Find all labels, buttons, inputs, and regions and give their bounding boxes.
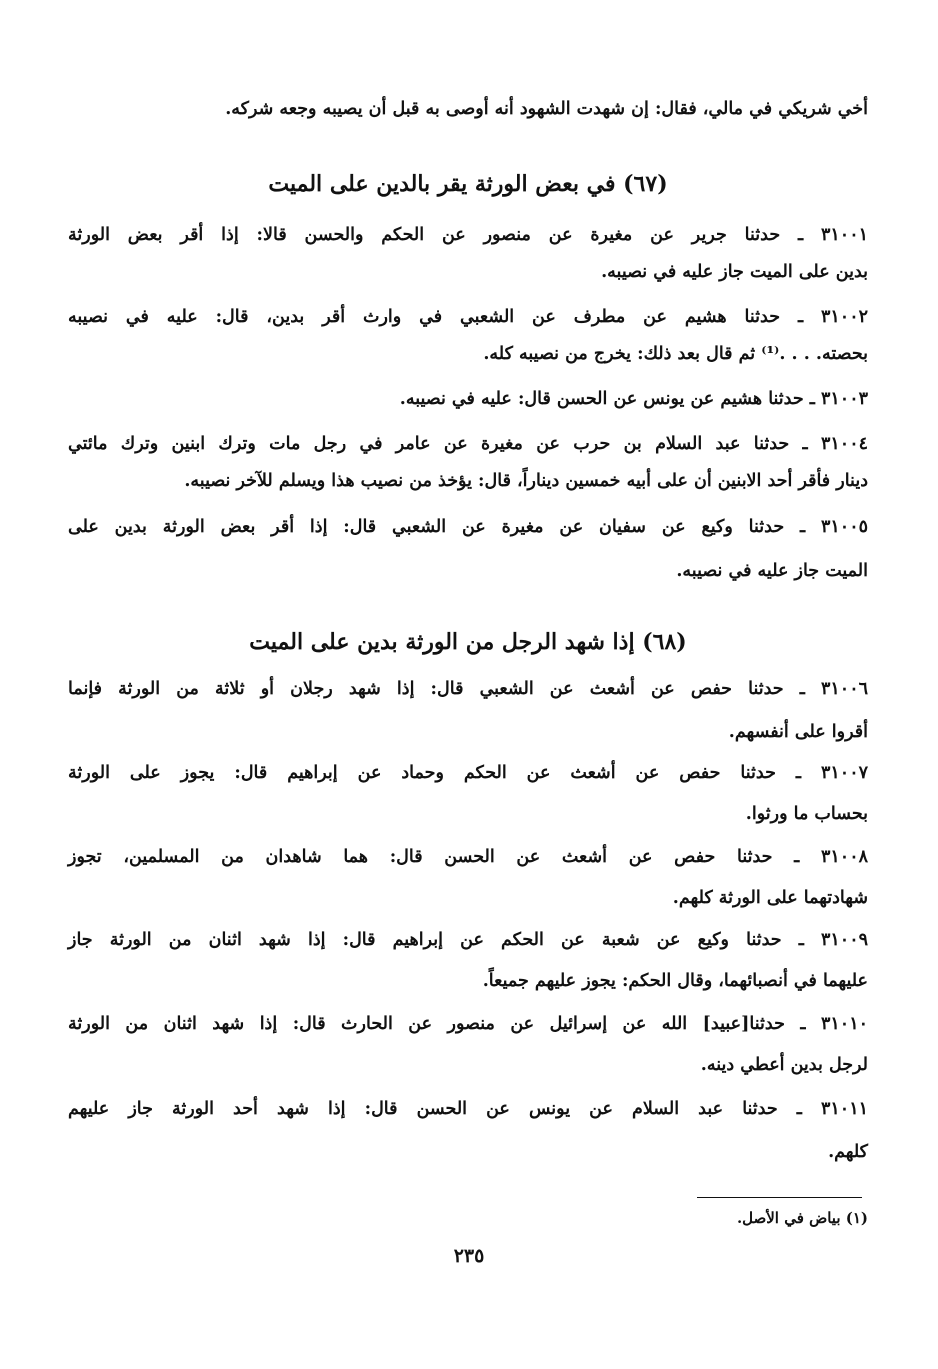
section-67-heading: (٦٧) في بعض الورثة يقر بالدين على الميت: [268, 171, 668, 197]
entry-31010-line-2: لرجل بدين أعطي دينه.: [700, 1055, 868, 1075]
entry-31002-line-2: بحصته. . . .⁽¹⁾ ثم قال بعد ذلك: يخرج من نصيبه كله.: [483, 344, 868, 364]
entry-31004-line-2: دينار فأقر أحد الابنين أن على أبيه خمسين ديناراً، قال: يؤخذ من نصيب هذا ويسلم للآخر نصيبه.: [184, 471, 868, 491]
entry-31005-line-2: الميت جاز عليه في نصيبه.: [676, 561, 868, 581]
entry-31003-line-1: ٣١٠٠٣ ـ حدثنا هشيم عن يونس عن الحسن قال: عليه في نصيبه.: [399, 389, 868, 409]
entry-31006-line-1: ٣١٠٠٦ ـ حدثنا حفص عن أشعث عن الشعبي قال: إذا شهد رجلان أو ثلاثة من الورثة فإنما: [68, 679, 868, 699]
entry-31004-line-1: ٣١٠٠٤ ـ حدثنا عبد السلام بن حرب عن مغيرة عن عامر في رجل مات وترك ابنين وترك مائتي: [68, 434, 868, 454]
entry-31007-line-1: ٣١٠٠٧ ـ حدثنا حفص عن أشعث عن الحكم وحماد عن إبراهيم قال: يجوز على الورثة: [68, 763, 868, 783]
footnote: (١) بياض في الأصل.: [736, 1209, 868, 1227]
entry-31002-line-1: ٣١٠٠٢ ـ حدثنا هشيم عن مطرف عن الشعبي في وارث أقر بدين، قال: عليه في نصيبه: [68, 307, 868, 327]
entry-31005-line-1: ٣١٠٠٥ ـ حدثنا وكيع عن سفيان عن مغيرة عن الشعبي قال: إذا أقر بعض الورثة بدين على: [68, 517, 868, 537]
entry-31001-line-2: بدين على الميت جاز عليه في نصيبه.: [601, 262, 868, 282]
entry-31010-line-1: ٣١٠١٠ ـ حدثنا[عبيد] الله عن إسرائيل عن منصور عن الحارث قال: إذا شهد اثنان من الورثة: [68, 1014, 868, 1034]
page-number: ٢٣٥: [453, 1245, 485, 1267]
entry-31008-line-2: شهادتهما على الورثة كلهم.: [672, 888, 868, 908]
footnote-separator: [697, 1197, 862, 1198]
intro-line: أخي شريكي في مالي، فقال: إن شهدت الشهود أنه أوصى به قبل أن يصيبه وجعه شركه.: [225, 99, 868, 119]
entry-31009-line-2: عليهما في أنصبائهما، وقال الحكم: يجوز عليهم جميعاً.: [482, 971, 868, 991]
entry-31009-line-1: ٣١٠٠٩ ـ حدثنا وكيع عن شعبة عن الحكم عن إبراهيم قال: إذا شهد اثنان من الورثة جاز: [68, 930, 868, 950]
entry-31011-line-2: كلهم.: [828, 1142, 868, 1162]
section-68-heading: (٦٨) إذا شهد الرجل من الورثة بدين على الميت: [249, 629, 687, 655]
entry-31001-line-1: ٣١٠٠١ ـ حدثنا جرير عن مغيرة عن منصور عن الحكم والحسن قالا: إذا أقر بعض الورثة: [68, 225, 868, 245]
entry-31008-line-1: ٣١٠٠٨ ـ حدثنا حفص عن أشعث عن الحسن قال: هما شاهدان من المسلمين، تجوز: [68, 847, 868, 867]
entry-31011-line-1: ٣١٠١١ ـ حدثنا عبد السلام عن يونس عن الحسن قال: إذا شهد أحد الورثة جاز عليهم: [68, 1099, 868, 1119]
entry-31007-line-2: بحساب ما ورثوا.: [745, 804, 868, 824]
entry-31006-line-2: أقروا على أنفسهم.: [728, 722, 868, 742]
